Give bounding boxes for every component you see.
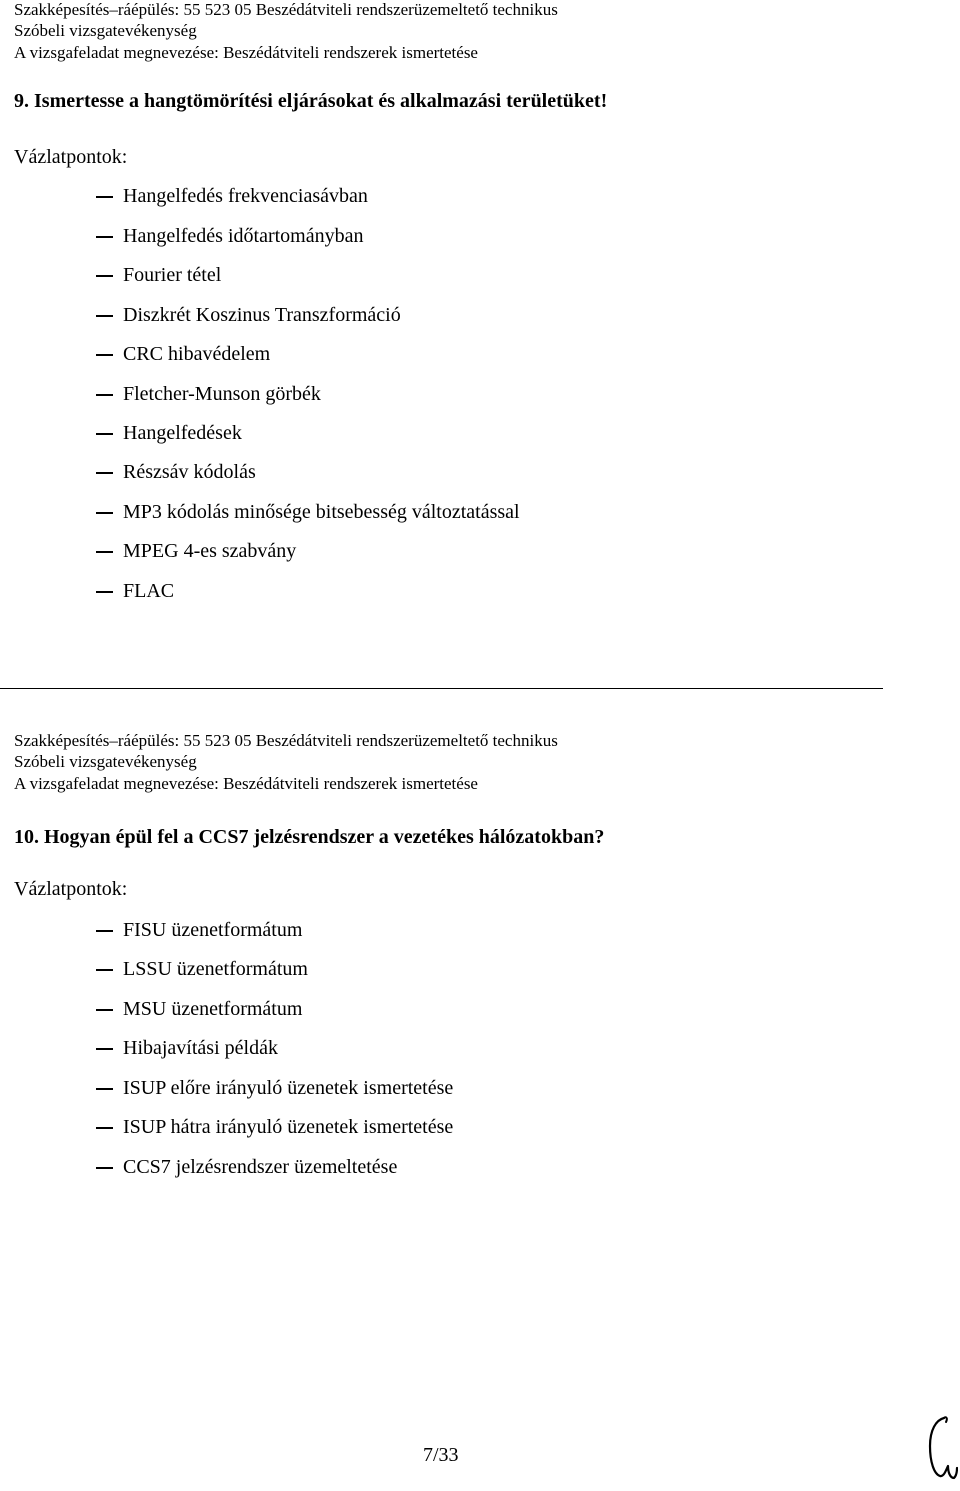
header-exam-type-line: Szóbeli vizsgatevékenység — [14, 752, 197, 771]
outline-item-label: MP3 kódolás minősége bitsebesség változtatással — [123, 501, 520, 523]
outline-item-label: CCS7 jelzésrendszer üzemeltetése — [123, 1156, 398, 1178]
dash-bullet — [96, 472, 113, 474]
outline-item-label: Részsáv kódolás — [123, 461, 256, 483]
dash-bullet — [96, 354, 113, 356]
question-heading: 9. Ismertesse a hangtömörítési eljárásokat és alkalmazási területüket! — [14, 90, 608, 112]
outline-item-label: FISU üzenetformátum — [123, 919, 303, 941]
outline-item-label: Hangelfedések — [123, 422, 242, 444]
outline-item-label: ISUP hátra irányuló üzenetek ismertetése — [123, 1116, 454, 1138]
question-heading: 10. Hogyan épül fel a CCS7 jelzésrendszer a vezetékes hálózatokban? — [14, 826, 605, 848]
dash-bullet — [96, 551, 113, 553]
outline-item-label: MPEG 4-es szabvány — [123, 540, 297, 562]
dash-bullet — [96, 275, 113, 277]
handwritten-signature — [922, 1412, 958, 1484]
dash-bullet — [96, 512, 113, 514]
header-task-name-line: A vizsgafeladat megnevezése: Beszédátviteli rendszerek ismertetése — [14, 43, 478, 62]
dash-bullet — [96, 236, 113, 238]
dash-bullet — [96, 315, 113, 317]
dash-bullet — [96, 1048, 113, 1050]
dash-bullet — [96, 394, 113, 396]
dash-bullet — [96, 591, 113, 593]
header-task-name-line: A vizsgafeladat megnevezése: Beszédátviteli rendszerek ismertetése — [14, 774, 478, 793]
dash-bullet — [96, 1167, 113, 1169]
outline-item-label: Fletcher-Munson görbék — [123, 383, 321, 405]
outline-item-label: Fourier tétel — [123, 264, 222, 286]
outline-item-label: ISUP előre irányuló üzenetek ismertetése — [123, 1077, 454, 1099]
outline-item-label: FLAC — [123, 580, 175, 602]
header-exam-type-line: Szóbeli vizsgatevékenység — [14, 21, 197, 40]
dash-bullet — [96, 1088, 113, 1090]
dash-bullet — [96, 1127, 113, 1129]
dash-bullet — [96, 1009, 113, 1011]
dash-bullet — [96, 969, 113, 971]
header-qualification-line: Szakképesítés–ráépülés: 55 523 05 Beszédátviteli rendszerüzemeltető technikus — [14, 0, 558, 19]
dash-bullet — [96, 196, 113, 198]
outline-label: Vázlatpontok: — [14, 878, 128, 900]
outline-item-label: MSU üzenetformátum — [123, 998, 303, 1020]
page-number: 7/33 — [423, 1444, 459, 1466]
outline-item-label: Hibajavítási példák — [123, 1037, 278, 1059]
page-divider — [0, 688, 883, 689]
outline-item-label: LSSU üzenetformátum — [123, 958, 308, 980]
outline-item-label: Hangelfedés frekvenciasávban — [123, 185, 368, 207]
dash-bullet — [96, 930, 113, 932]
dash-bullet — [96, 433, 113, 435]
outline-label: Vázlatpontok: — [14, 146, 128, 168]
outline-item-label: CRC hibavédelem — [123, 343, 271, 365]
outline-item-label: Diszkrét Koszinus Transzformáció — [123, 304, 401, 326]
outline-item-label: Hangelfedés időtartományban — [123, 225, 364, 247]
header-qualification-line: Szakképesítés–ráépülés: 55 523 05 Beszédátviteli rendszerüzemeltető technikus — [14, 731, 558, 750]
